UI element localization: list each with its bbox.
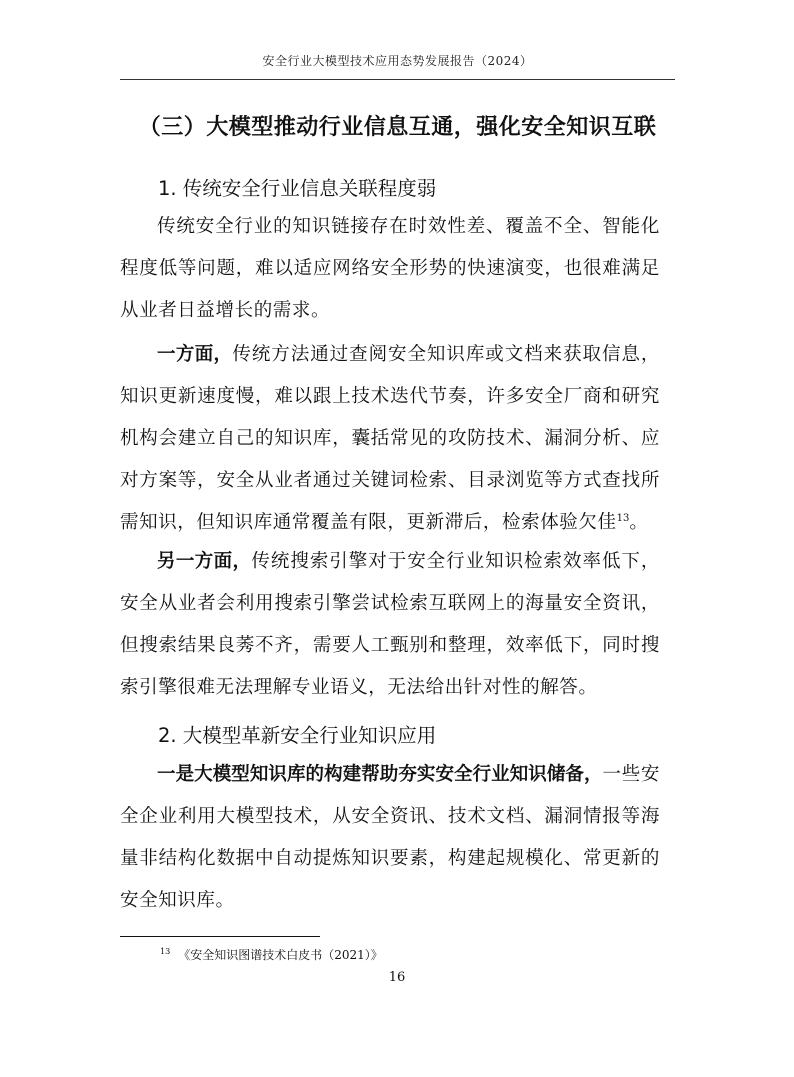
paragraph-4 (120, 754, 660, 922)
paragraph-3-lead: 另一方面， (157, 551, 252, 572)
footnote-ref: 13 (616, 512, 630, 524)
subsection-heading-1: 1. 传统安全行业信息关联程度弱 (158, 177, 437, 200)
paragraph-2 (120, 334, 660, 544)
paragraph-3-text: 传统搜索引擎对于安全行业知识检索效率低下，安全从业者会利用搜索引擎尝试检索互联网上的海量安全资讯，但搜索结果良莠不齐，需要人工甄别和整理，效率低下，同时搜索引擎很难无法理解专业语义，无法给出针对性的解答。 (120, 551, 660, 698)
footnote-text: 《安全知识图谱技术白皮书（2021）》 (178, 948, 383, 962)
paragraph-4-lead: 一是大模型知识库的构建帮助夯实安全行业知识储备， (157, 764, 603, 785)
subsection-heading-2: 2. 大模型革新安全行业知识应用 (158, 724, 437, 747)
page-number: 16 (388, 970, 406, 985)
footnote-rule (120, 936, 320, 937)
header-rule (120, 79, 675, 80)
footnote-mark: 13 (160, 947, 171, 956)
paragraph-1: 传统安全行业的知识链接存在时效性差、覆盖不全、智能化程度低等问题，难以适应网络安全形势的快速演变，也很难满足从业者日益增长的需求。 (120, 216, 660, 321)
paragraph-2-text: 传统方法通过查阅安全知识库或文档来获取信息，知识更新速度慢，难以跟上技术迭代节奏，许多安全厂商和研究机构会建立自己的知识库，囊括常见的攻防技术、漏洞分析、应对方案等，安全从业者通过关键词检索、目录浏览等方式查找所需知识，但知识库通常覆盖有限，更新滞后，检索体验欠佳 (120, 344, 660, 533)
section-title: （三）大模型推动行业信息互通，强化安全知识互联 (138, 115, 657, 140)
paragraph-3 (120, 541, 660, 709)
footnote (160, 946, 383, 963)
paragraph-4-text: 一些安全企业利用大模型技术，从安全资讯、技术文档、漏洞情报等海量非结构化数据中自动提炼知识要素，构建起规模化、常更新的安全知识库。 (120, 764, 660, 911)
running-header: 安全行业大模型技术应用态势发展报告（2024） (262, 54, 533, 68)
paragraph-2-end: 。 (629, 512, 649, 533)
paragraph-2-lead: 一方面， (157, 344, 233, 365)
